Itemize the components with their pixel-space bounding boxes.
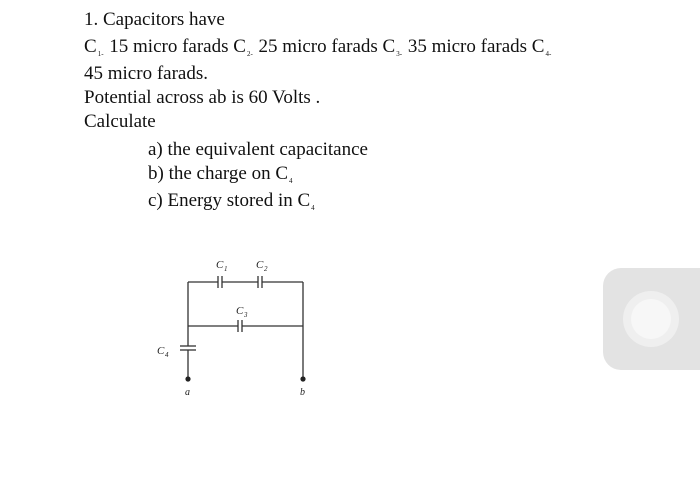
part-b-text: b) the charge on C: [148, 163, 288, 184]
label-c2: C: [256, 259, 264, 271]
c3-symbol: C: [382, 36, 396, 57]
c2-symbol: C: [233, 36, 246, 57]
record-circle-icon: [623, 291, 679, 347]
c1-subscript: 1-: [97, 50, 104, 58]
c3-value: 35 micro farads: [403, 36, 532, 57]
potential-statement: Potential across ab is 60 Volts .: [84, 87, 321, 108]
part-b: [148, 164, 294, 183]
c1-symbol: C: [84, 36, 97, 57]
c3-subscript: 3-: [396, 50, 403, 58]
terminal-a-label: a: [185, 387, 190, 398]
c2-subscript: 2-: [246, 50, 253, 58]
part-c-text: c) Energy stored in C: [148, 190, 311, 211]
c4-symbol: C: [531, 36, 545, 57]
label-c2-sub: 2: [264, 265, 268, 273]
part-a: a) the equivalent capacitance: [148, 139, 368, 160]
calculate-heading: Calculate: [84, 111, 156, 132]
c4-value-line: 45 micro farads.: [84, 63, 208, 84]
label-c1: C: [216, 259, 224, 271]
terminal-a-dot: [185, 376, 190, 381]
record-button[interactable]: [603, 268, 700, 370]
record-circle-inner: [631, 299, 671, 339]
label-c3-sub: 3: [244, 311, 248, 319]
capacitor-values-line: [84, 37, 552, 56]
terminal-b-dot: [300, 376, 305, 381]
terminal-b-label: b: [300, 387, 305, 398]
c1-value: 15 micro farads: [104, 36, 234, 57]
c2-value: 25 micro farads: [253, 36, 383, 57]
circuit-diagram: [150, 248, 330, 408]
c4-subscript: 4-: [545, 50, 552, 58]
label-c3: C: [236, 305, 244, 317]
part-b-subscript: 4: [289, 177, 293, 185]
label-c4-sub: 4: [165, 351, 169, 359]
question-title: 1. Capacitors have: [84, 9, 225, 30]
part-c: [148, 191, 316, 210]
label-c4: C: [157, 345, 165, 357]
label-c1-sub: 1: [224, 265, 228, 273]
part-c-subscript: 4: [311, 204, 315, 212]
